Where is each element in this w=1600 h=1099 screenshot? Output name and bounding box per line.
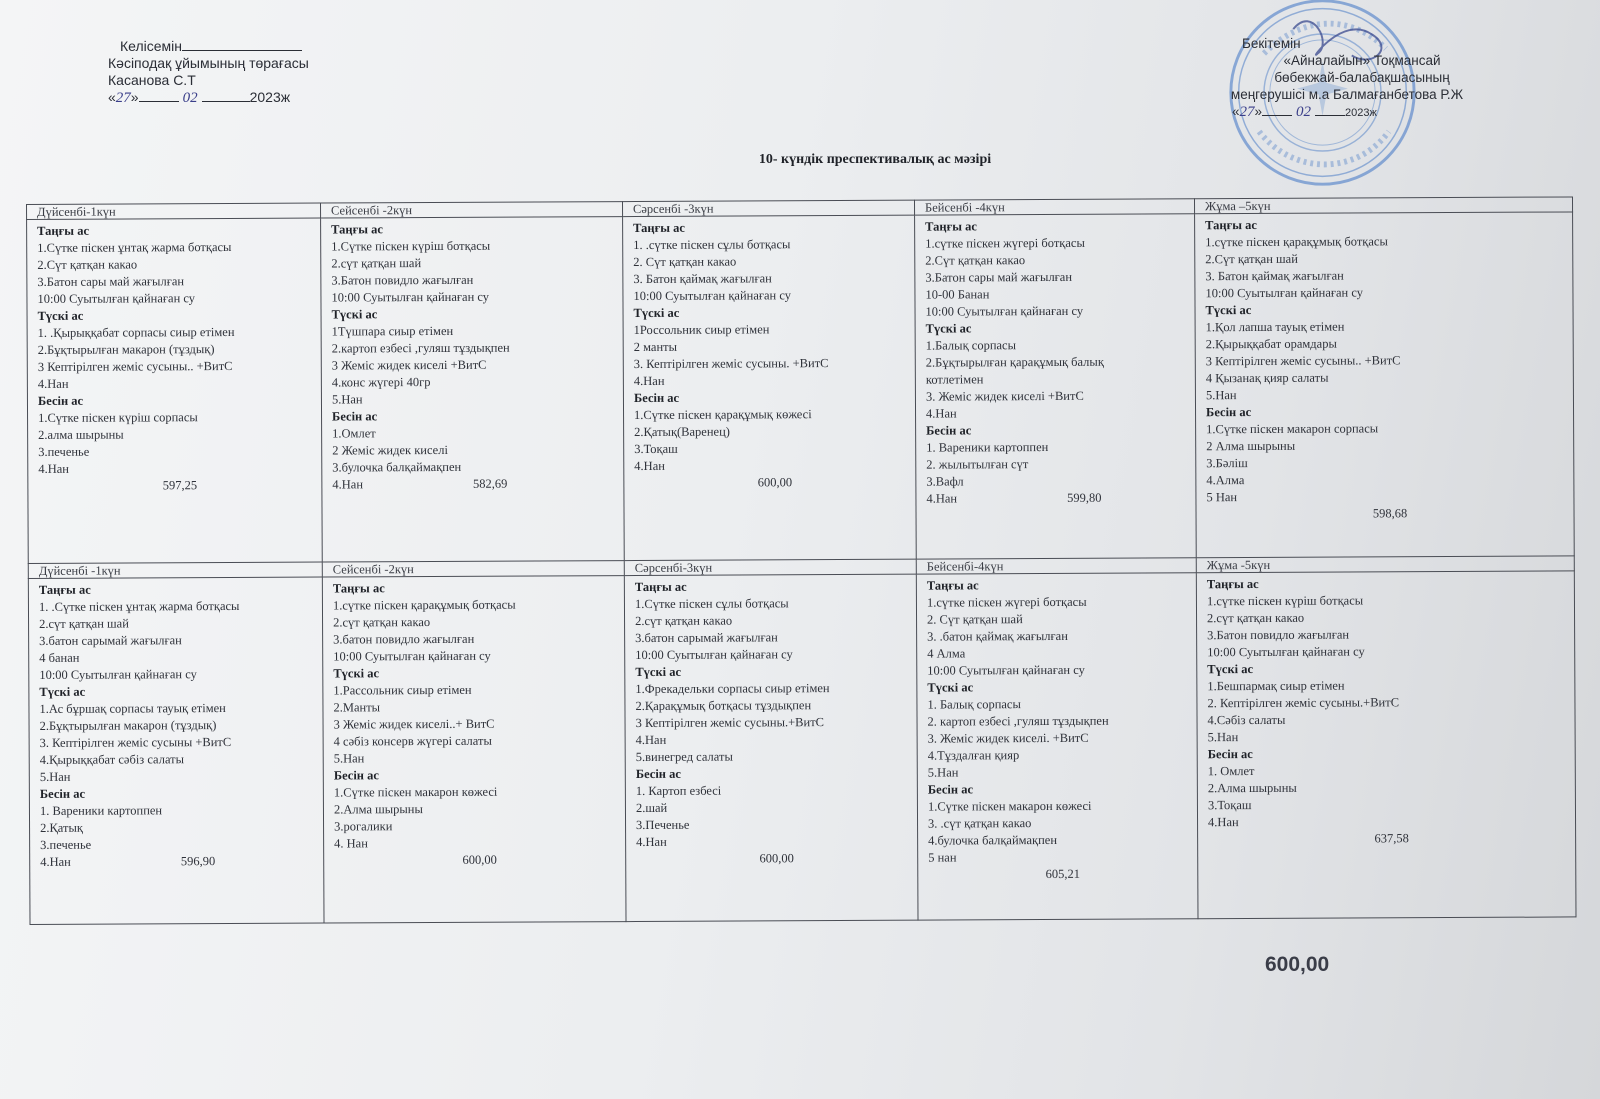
- menu-item: 1.сүтке піскен қарақұмық ботқасы: [1205, 234, 1388, 250]
- menu-item: 4.Алма: [1206, 473, 1245, 488]
- day-total: 599,80: [1067, 490, 1102, 505]
- document-title: 10- күндік преспективалық ас мәзірі: [758, 152, 992, 167]
- left-date-month: 02: [182, 90, 198, 106]
- menu-item: 10-00 Банан: [925, 287, 990, 302]
- menu-item: 2.сүт қатқан шай: [39, 616, 129, 631]
- meal-title: Бесін ас: [1207, 747, 1253, 762]
- menu-item-with-total: [332, 475, 623, 493]
- menu-item: 2.Сүт қатқан какао: [37, 257, 138, 272]
- menu-item: 2. Сүт қатқан какао: [633, 254, 737, 270]
- menu-item: 3.батон сарымай жағылған: [39, 633, 182, 648]
- menu-item: 10:00 Суытылған қайнаған су: [1207, 644, 1365, 660]
- day-total: 582,69: [472, 476, 508, 491]
- day-menu-row: [28, 571, 1576, 925]
- menu-item: 2.Қатық: [40, 820, 83, 835]
- meal-title: Таңғы ас: [38, 582, 91, 597]
- menu-item: 4.Тұздалған қияр: [927, 748, 1020, 763]
- menu-item: 3.Тоқаш: [1207, 798, 1252, 813]
- signature-line: [182, 50, 302, 51]
- day-total: 600,00: [759, 851, 794, 866]
- menu-item: 3. Жеміс жидек киселі. +ВитС: [927, 730, 1089, 746]
- menu-item: 1.Сүтке піскен күріш ботқасы: [331, 238, 491, 254]
- meal-title: Таңғы ас: [1206, 576, 1259, 592]
- menu-item: 10:00 Суытылған қайнаған су: [925, 303, 1084, 319]
- menu-item: 3. .батон қаймақ жағылған: [927, 628, 1068, 644]
- agree-label: Келісемін: [120, 38, 183, 54]
- menu-item: 10:00 Суытылған қайнаған су: [39, 667, 197, 682]
- menu-item: 3 Кептірілген жеміс сусыны.. +ВитС: [37, 358, 233, 374]
- day-total: 637,58: [1374, 831, 1409, 846]
- menu-item: 5.винегред салаты: [635, 749, 733, 765]
- day-menu-cell: [624, 574, 918, 921]
- menu-item: 3. .сүт қатқан какао: [928, 816, 1032, 831]
- left-date-year: 2023ж: [249, 89, 291, 105]
- menu-item: 4.Нан: [332, 477, 364, 492]
- day-header: Сейсенбі -2күн: [322, 561, 624, 577]
- right-header-line3: меңгерушісі м.а Балмағанбетова Р.Ж: [1230, 87, 1464, 102]
- menu-item: 2.алма шырыны: [38, 427, 124, 442]
- day-total: 605,21: [1045, 866, 1081, 882]
- meal-title: Таңғы ас: [925, 219, 977, 234]
- menu-item: 1.сүтке піскен жүгері ботқасы: [925, 235, 1085, 251]
- menu-item: 10:00 Суытылған қайнаған су: [633, 288, 792, 304]
- menu-item: 2.Бұқтырылған қарақұмық балық: [925, 354, 1104, 370]
- day-menu-cell: [322, 576, 626, 923]
- menu-item: 4. Нан: [334, 836, 368, 851]
- meal-title: Таңғы ас: [37, 223, 90, 238]
- menu-item: 4.Нан: [38, 461, 69, 476]
- day-menu-row: [27, 212, 1575, 564]
- right-date-month: 02: [1296, 104, 1312, 120]
- day-menu-cell: [1196, 571, 1576, 919]
- day-total: 597,25: [162, 478, 198, 493]
- menu-item: 2.картоп езбесі ,гуляш тұздықпен: [331, 340, 510, 356]
- menu-item: 4.Қырыққабат сәбіз салаты: [39, 752, 185, 767]
- menu-item: 3 Жеміс жидек киселі +ВитС: [331, 357, 487, 373]
- meal-title: Бесін ас: [926, 423, 972, 438]
- menu-item: 1. Вареники картоппен: [39, 803, 163, 818]
- menu-item: 2.Қарақұмық ботқасы тұздықпен: [635, 698, 812, 714]
- day-header: Жұма -5күн: [1196, 556, 1574, 573]
- meal-title: Түскі ас: [331, 307, 378, 322]
- meal-title: Таңғы ас: [1205, 217, 1257, 233]
- menu-item: 1. Балық сорпасы: [927, 697, 1021, 712]
- menu-item: 1. Вареники картоппен: [926, 440, 1049, 455]
- menu-item: 4.Нан: [40, 854, 71, 869]
- menu-item: 3 Жеміс жидек киселі..+ ВитС: [333, 716, 495, 732]
- menu-item: 5 Нан: [1206, 490, 1238, 505]
- menu-item: 10:00 Суытылған қайнаған су: [927, 662, 1085, 678]
- day-header: Сейсенбі -2күн: [320, 202, 622, 218]
- menu-item: 4.Нан: [634, 458, 665, 474]
- menu-item: 4 Алма: [927, 646, 966, 661]
- day-menu-cell: [28, 577, 324, 924]
- left-date: «27» 02 2023ж: [108, 89, 291, 106]
- day-menu-cell: [1195, 212, 1575, 558]
- menu-item: котлетімен: [925, 372, 984, 387]
- day-total: 596,90: [180, 854, 216, 869]
- menu-item: 4 банан: [39, 650, 80, 665]
- menu-item: 5.Нан: [331, 392, 363, 407]
- meal-title: Таңғы ас: [633, 220, 686, 236]
- menu-item: 10:00 Суытылған қайнаған су: [37, 291, 196, 306]
- menu-item: 3.батон повидло жағылған: [333, 631, 475, 647]
- menu-item: 1.Сүтке піскен макарон көжесі: [927, 798, 1092, 814]
- meal-title: Түскі ас: [39, 684, 86, 699]
- menu-item: 5.Нан: [333, 751, 365, 766]
- menu-item: 1.Қол лапша тауық етімен: [1205, 319, 1345, 335]
- menu-item: 2.Манты: [333, 700, 381, 715]
- meal-title: Түскі ас: [635, 664, 682, 680]
- menu-item: 1. .сүтке піскен сұлы ботқасы: [633, 237, 791, 253]
- menu-item: 2. Кептірілген жеміс сусыны.+ВитС: [1207, 695, 1400, 711]
- left-date-day: 27: [115, 90, 131, 106]
- menu-item: 2.сүт қатқан какао: [635, 613, 733, 629]
- menu-item: 2.сүт қатқан какао: [1207, 610, 1305, 626]
- menu-item: 3.рогалики: [334, 819, 393, 834]
- menu-item-with-total: [926, 489, 1195, 507]
- menu-item: 3.батон сарымай жағылған: [635, 630, 778, 646]
- grand-total: 600,00: [1265, 953, 1330, 976]
- menu-item: 3. Кептірілген жеміс сусыны +ВитС: [39, 735, 232, 750]
- menu-item: 2.сүт қатқан шай: [331, 256, 422, 271]
- meal-title: Бесін ас: [633, 390, 680, 406]
- menu-item: 3.Бәліш: [1206, 456, 1248, 471]
- menu-item: 2.Қырыққабат орамдары: [1205, 336, 1337, 352]
- meal-title: Түскі ас: [37, 308, 84, 323]
- menu-item-with-total: [40, 853, 323, 871]
- menu-item: 1.Сүтке піскен макарон сорпасы: [1206, 421, 1379, 437]
- menu-item: 4.Нан: [635, 732, 667, 748]
- menu-item: 4 Қызанақ қияр салаты: [1205, 370, 1329, 386]
- menu-item: 3.булочка балқаймақпен: [332, 459, 462, 475]
- menu-item: 3.Печенье: [636, 817, 690, 833]
- menu-item: 1.сүтке піскен күріш ботқасы: [1206, 593, 1364, 609]
- menu-item: 2.Қатық(Варенец): [634, 424, 730, 440]
- menu-item: 1. Картоп езбесі: [635, 783, 722, 799]
- day-menu-cell: [321, 217, 625, 562]
- menu-item: 10:00 Суытылған қайнаған су: [333, 648, 491, 664]
- menu-item: 1Россольник сиыр етімен: [633, 322, 770, 338]
- menu-item: 2. жылытылған сүт: [926, 457, 1029, 472]
- meal-title: Таңғы ас: [926, 578, 979, 593]
- day-header: Дүйсенбі -1күн: [28, 562, 322, 578]
- menu-item: 1.Бешпармақ сиыр етімен: [1207, 678, 1345, 694]
- menu-item: 3.Батон сары май жағылған: [37, 274, 185, 289]
- meal-title: Таңғы ас: [332, 581, 385, 596]
- meal-title: Бесін ас: [333, 768, 379, 783]
- menu-item: 10:00 Суытылған қайнаған су: [1205, 285, 1364, 301]
- menu-item: 5.Нан: [1205, 388, 1237, 403]
- meal-title: Түскі ас: [927, 680, 974, 695]
- menu-item: 4.Нан: [636, 834, 667, 850]
- menu-item: 3.Батон повидло жағылған: [1207, 627, 1350, 643]
- menu-item: 4.Нан: [926, 491, 958, 506]
- menu-item: 4.Нан: [1208, 815, 1239, 830]
- left-approval-block: [108, 38, 309, 107]
- menu-item: 1.Сүтке піскен күріш сорпасы: [38, 410, 198, 425]
- menu-item: 3.печенье: [38, 444, 90, 459]
- meal-title: Түскі ас: [1207, 662, 1254, 677]
- menu-item: 2.сүт қатқан какао: [333, 615, 431, 630]
- meal-title: Бесін ас: [39, 786, 86, 801]
- menu-item: 3.Вафл: [926, 474, 964, 489]
- menu-item: 2.Бұқтырылған макарон (тұздық): [37, 342, 215, 357]
- day-menu-cell: [915, 214, 1197, 559]
- meal-title: Бесін ас: [332, 409, 378, 424]
- menu-item: 10:00 Суытылған қайнаған су: [635, 647, 793, 663]
- meal-title: Түскі ас: [333, 666, 380, 681]
- menu-item: 5.Нан: [927, 765, 959, 780]
- menu-table: [26, 196, 1577, 925]
- menu-item: 2.Алма шырыны: [333, 802, 423, 817]
- day-total: 598,68: [1372, 506, 1408, 521]
- menu-item: 3.Батон повидло жағылған: [331, 272, 474, 288]
- day-total: 600,00: [462, 852, 497, 867]
- menu-item: 3. Батон қаймақ жағылған: [1205, 268, 1344, 284]
- menu-item: 5 нан: [928, 850, 957, 865]
- right-header-line2: бөбекжай-балабақшасының: [1274, 70, 1450, 85]
- menu-item: 2.шай: [635, 800, 668, 816]
- menu-item: 3.печенье: [40, 837, 92, 852]
- menu-item: 1. .Қырыққабат сорпасы сиыр етімен: [37, 324, 235, 340]
- right-date: «27» 02 2023ж: [1232, 104, 1377, 120]
- menu-item: 4 сәбіз консерв жүгері салаты: [333, 733, 492, 749]
- menu-item: 4.Сәбіз салаты: [1207, 712, 1286, 728]
- approve-label: Бекітемін: [1242, 36, 1301, 51]
- menu-item: 3. Жеміс жидек киселі +ВитС: [925, 388, 1084, 404]
- menu-item: 1.Омлет: [332, 426, 376, 441]
- day-header: Сәрсенбі-3күн: [624, 559, 916, 575]
- menu-item: 2.Алма шырыны: [1207, 780, 1297, 796]
- meal-title: Түскі ас: [633, 305, 680, 321]
- right-approval-block: [1212, 35, 1512, 122]
- day-header: Бейсенбі -4күн: [914, 199, 1194, 215]
- menu-item: 4.Нан: [37, 376, 69, 391]
- union-chair-name: Касанова С.Т: [108, 72, 196, 88]
- menu-item: 5.Нан: [1207, 730, 1239, 745]
- menu-item: 2. Сүт қатқан шай: [927, 612, 1023, 627]
- menu-item: 1. Омлет: [1207, 764, 1255, 779]
- menu-item: 1.сүтке піскен қарақұмық ботқасы: [332, 597, 516, 613]
- menu-item: 3 Кептірілген жеміс сусыны.. +ВитС: [1205, 353, 1401, 369]
- menu-item: 2. картоп езбесі ,гуляш тұздықпен: [927, 713, 1109, 729]
- menu-item: 1.Ас бұршақ сорпасы тауық етімен: [39, 701, 226, 716]
- meal-title: Түскі ас: [925, 321, 972, 336]
- menu-item: 1.Сүтке піскен ұнтақ жарма ботқасы: [37, 239, 232, 255]
- right-date-year: 2023ж: [1345, 107, 1377, 119]
- meal-title: Таңғы ас: [331, 222, 384, 237]
- meal-title: Бесін ас: [1205, 405, 1252, 420]
- menu-item: 3. Батон қаймақ жағылған: [633, 271, 772, 287]
- menu-item: 3.Тоқаш: [634, 441, 678, 457]
- day-header: Бейсенбі-4күн: [916, 558, 1196, 574]
- right-header-line1: «Айналайын» Тоқмансай: [1283, 53, 1441, 68]
- menu-item: 3 Кептірілген жеміс сусыны.+ВитС: [635, 715, 825, 731]
- menu-item: 2 Жеміс жидек киселі: [332, 442, 448, 458]
- menu-item: 1.сүтке піскен жүгері ботқасы: [926, 594, 1087, 610]
- menu-item: 1.Балық сорпасы: [925, 338, 1017, 353]
- day-menu-cell: [27, 218, 323, 563]
- day-menu-cell: [623, 215, 917, 560]
- menu-item: 1.Сүтке піскен сұлы ботқасы: [634, 596, 789, 612]
- menu-item: 2.Сүт қатқан шай: [1205, 251, 1298, 267]
- right-date-day: 27: [1239, 104, 1255, 120]
- meal-title: Бесін ас: [635, 766, 681, 782]
- menu-item: 4.конс жүгері 40гр: [331, 375, 431, 390]
- union-chair-line: Кәсіподақ ұйымының төрағасы: [108, 55, 309, 71]
- menu-item: 1. .Сүтке піскен ұнтақ жарма ботқасы: [38, 598, 240, 614]
- menu-item: 4.Нан: [633, 373, 665, 389]
- menu-item: 2.Бұқтырылған макарон (тұздық): [39, 718, 217, 733]
- meal-title: Таңғы ас: [634, 579, 687, 595]
- menu-item: 2 манты: [633, 339, 678, 355]
- meal-title: Бесін ас: [927, 782, 974, 797]
- menu-item: 3. Кептірілген жеміс сусыны. +ВитС: [633, 356, 829, 372]
- day-header: Сәрсенбі -3күн: [622, 200, 914, 216]
- menu-item: 1.Сүтке піскен қарақұмық көжесі: [634, 407, 812, 423]
- menu-item: 5.Нан: [39, 769, 71, 784]
- menu-item: 1.Сүтке піскен макарон көжесі: [333, 784, 498, 800]
- menu-item: 3.Батон сары май жағылған: [925, 269, 1073, 285]
- meal-title: Бесін ас: [37, 393, 84, 408]
- day-header: Жұма –5күн: [1194, 197, 1572, 214]
- menu-item: 1Түшпара сиыр етімен: [331, 323, 454, 339]
- day-total: 600,00: [757, 475, 793, 490]
- menu-item: 4.Нан: [926, 406, 957, 421]
- menu-item: 1.Фрекадельки сорпасы сиыр етімен: [635, 681, 830, 697]
- menu-item: 1.Рассольник сиыр етімен: [333, 682, 472, 698]
- menu-item: 10:00 Суытылған қайнаған су: [331, 289, 490, 305]
- meal-title: Түскі ас: [1205, 303, 1252, 318]
- menu-item: 2.Сүт қатқан какао: [925, 253, 1026, 268]
- day-header: Дүйсенбі-1күн: [27, 203, 321, 219]
- menu-item: 4.булочка балқаймақпен: [928, 832, 1058, 848]
- menu-item: 2 Алма шырыны: [1206, 438, 1296, 454]
- day-menu-cell: [916, 573, 1198, 920]
